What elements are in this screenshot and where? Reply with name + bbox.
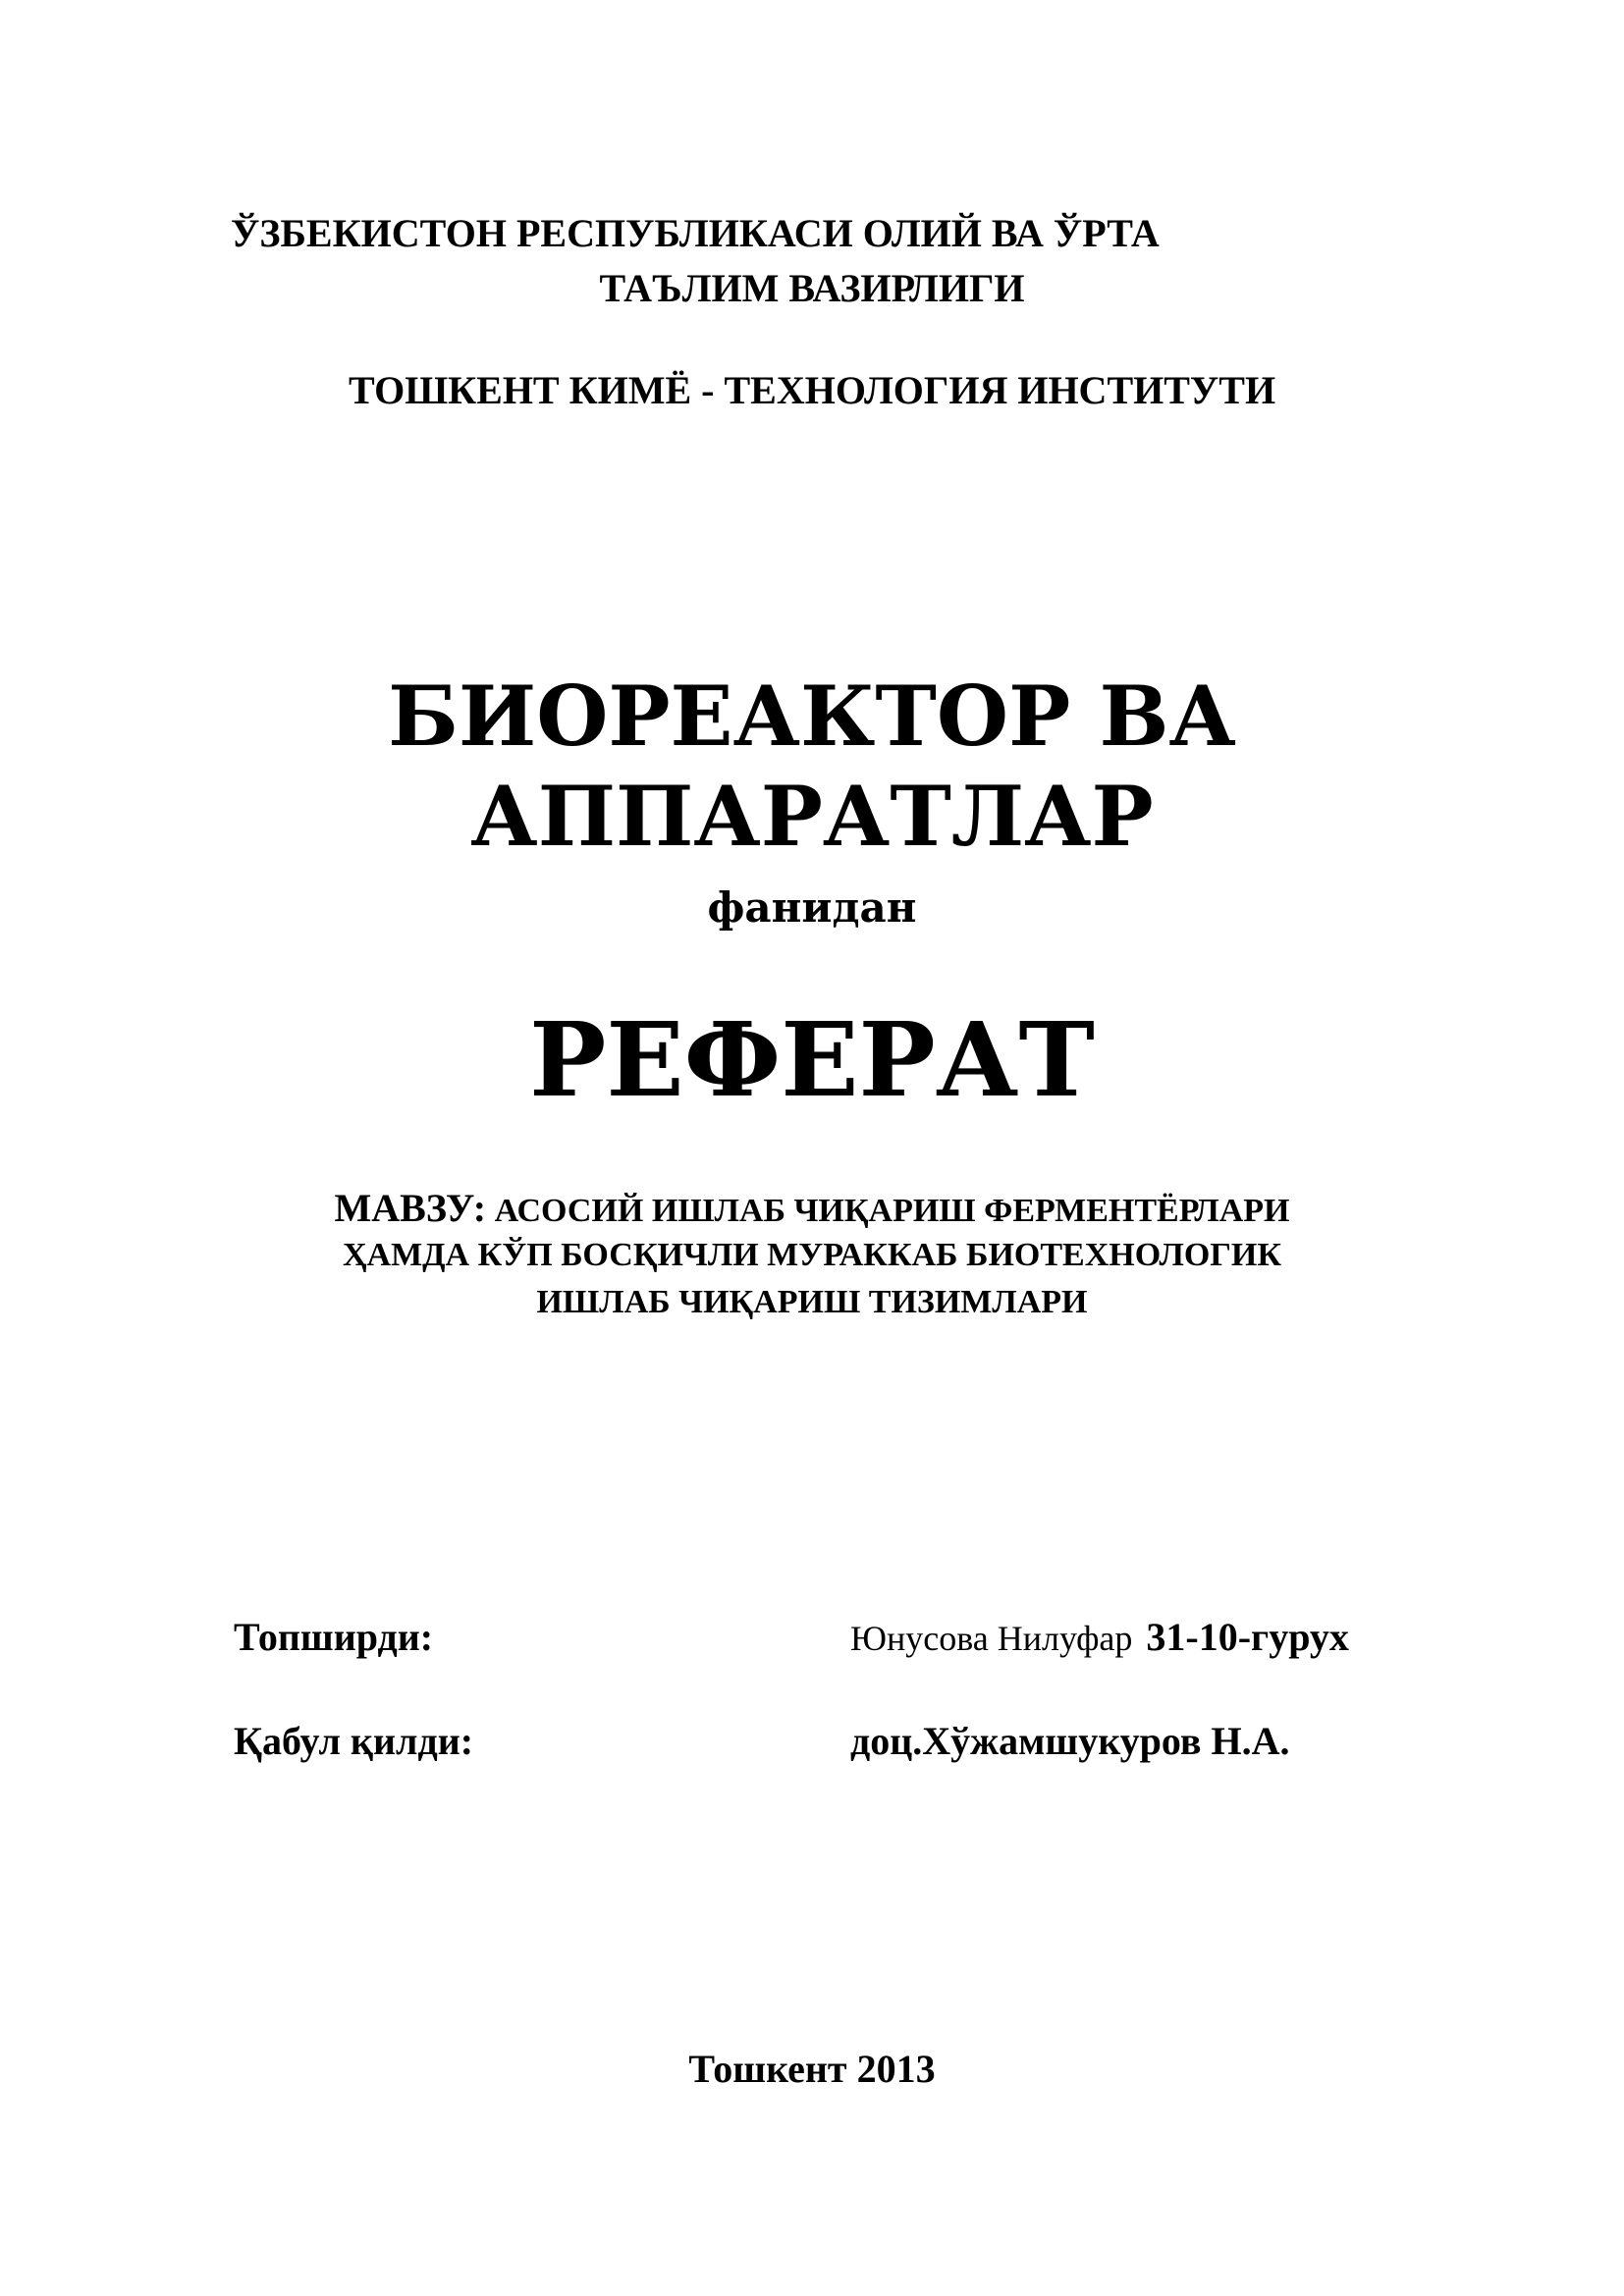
topic-line-2: ҲАМДА КЎП БОСҚИЧЛИ МУРАККАБ БИОТЕХНОЛОГИК bbox=[342, 1237, 1282, 1273]
teacher-name: доц.Хўжамшукуров Н.А. bbox=[850, 1719, 1290, 1763]
submitted-label: Топширди: bbox=[234, 1615, 434, 1659]
topic-line-1 bbox=[0, 1186, 1624, 1234]
topic-text-1: АСОСИЙ ИШЛАБ ЧИҚАРИШ ФЕРМЕНТЁРЛАРИ bbox=[486, 1193, 1290, 1229]
subject-title-line-1: БИОРЕАКТОР ВА bbox=[388, 667, 1236, 765]
institute-name: ТОШКЕНТ КИМЁ - ТЕХНОЛОГИЯ ИНСТИТУТИ bbox=[348, 368, 1276, 412]
document-type: РЕФЕРАТ bbox=[529, 999, 1095, 1120]
topic-line-3: ИШЛАБ ЧИҚАРИШ ТИЗИМЛАРИ bbox=[536, 1284, 1088, 1320]
accepted-label: Қабул қилди: bbox=[234, 1719, 474, 1763]
student-name: Юнусова Нилуфар bbox=[850, 1619, 1133, 1658]
subject-suffix: фанидан bbox=[707, 883, 917, 932]
topic-label: МАВЗУ: bbox=[334, 1186, 487, 1230]
ministry-line-1: ЎЗБЕКИСТОН РЕСПУБЛИКАСИ ОЛИЙ ВА ЎРТА bbox=[231, 211, 1160, 255]
ministry-line-2: ТАЪЛИМ ВАЗИРЛИГИ bbox=[599, 266, 1025, 310]
subject-title-line-2: АППАРАТЛАР bbox=[470, 768, 1154, 865]
city-year: Тошкент 2013 bbox=[688, 2047, 936, 2091]
submitted-value bbox=[850, 1610, 1349, 1666]
group-code: 31-10-гурух bbox=[1146, 1615, 1349, 1659]
